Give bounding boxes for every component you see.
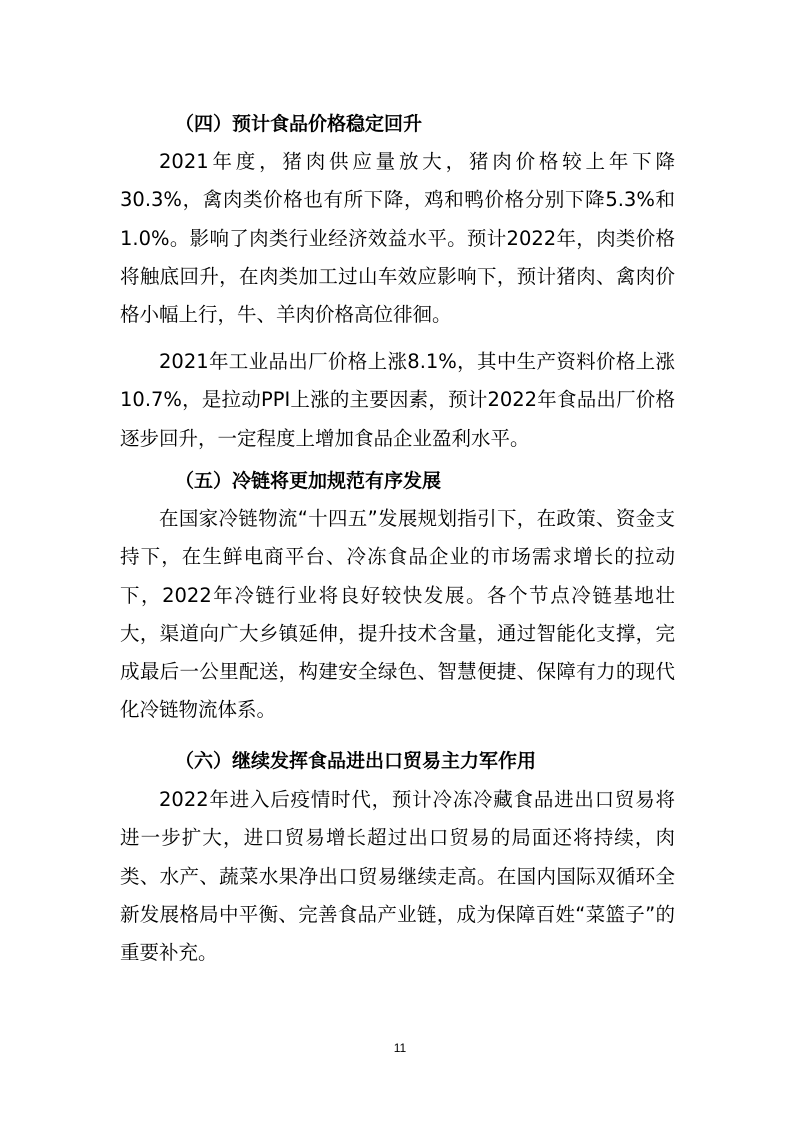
paragraph-import-export: 2022年进入后疫情时代，预计冷冻冷藏食品进出口贸易将进一步扩大，进口贸易增长超过出口贸易的局面还将持续，肉类、水产、蔬菜水果净出口贸易继续走高。在国内国际双循环全新发展格局中平衡、完善食品产业链，成为保障百姓“菜篮子”的重要补充。 — [120, 788, 675, 965]
paragraph-meat-prices: 2021年度，猪肉供应量放大，猪肉价格较上年下降30.3%，禽肉类价格也有所下降，鸡和鸭价格分别下降5.3%和1.0%。影响了肉类行业经济效益水平。预计2022年，肉类价格将触底回升，在肉类加工过山车效应影响下，预计猪肉、禽肉价格小幅上行，牛、羊肉价格高位徘徊。 — [120, 150, 675, 327]
section-heading-5: （五）冷链将更加规范有序发展 — [175, 470, 442, 492]
section-heading-4: （四）预计食品价格稳定回升 — [175, 113, 423, 135]
page-number: 11 — [393, 1041, 407, 1055]
paragraph-cold-chain: 在国家冷链物流“十四五”发展规划指引下，在政策、资金支持下，在生鲜电商平台、冷冻食品企业的市场需求增长的拉动下，2022年冷链行业将良好较快发展。各个节点冷链基地壮大，渠道向广大乡镇延伸，提升技术含量，通过智能化支撑，完成最后一公里配送，构建安全绿色、智慧便捷、保障有力的现代化冷链物流体系。 — [120, 507, 675, 722]
paragraph-ppi: 2021年工业品出厂价格上涨8.1%，其中生产资料价格上涨10.7%，是拉动PPI上涨的主要因素，预计2022年食品出厂价格逐步回升，一定程度上增加食品企业盈利水平。 — [120, 350, 675, 450]
section-heading-6: （六）继续发挥食品进出口贸易主力军作用 — [175, 750, 537, 772]
